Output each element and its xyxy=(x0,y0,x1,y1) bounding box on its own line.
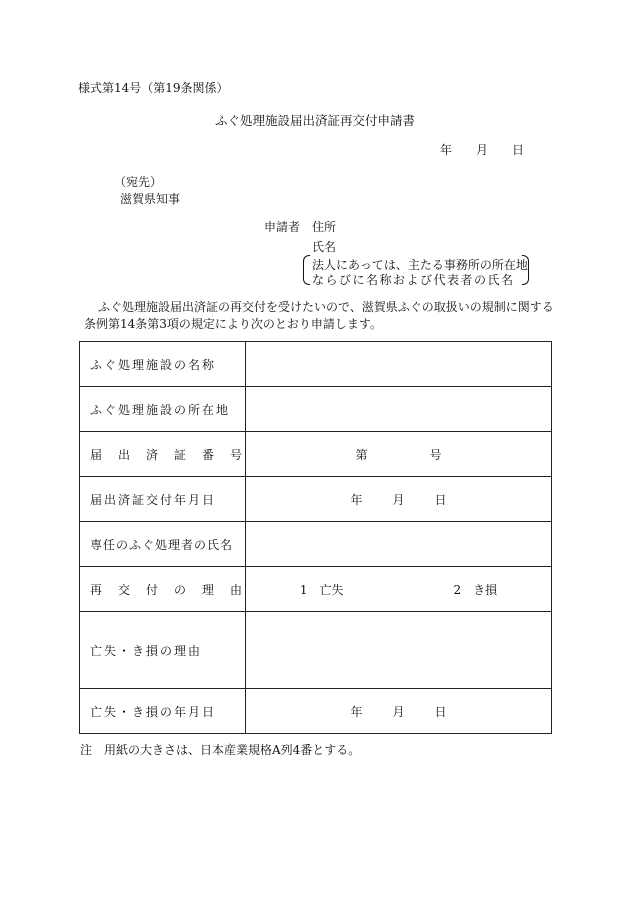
label-facility-location: ふぐ処理施設の所在地 xyxy=(80,387,246,432)
label-loss-reason: 亡失・き損の理由 xyxy=(80,612,246,689)
applicant-label: 申請者 xyxy=(264,220,301,234)
footer-note: 注 用紙の大きさは、日本産業規格A列4番とする。 xyxy=(80,743,361,757)
intro-text-line1: ふぐ処理施設届出済証の再交付を受けたいので、滋賀県ふぐの取扱いの規制に関する xyxy=(98,300,554,314)
table-row xyxy=(80,387,552,432)
table-row xyxy=(80,567,552,612)
reason-option-lost[interactable]: 1 亡失 xyxy=(299,582,344,597)
label-reissue-reason: 再 交 付 の 理 由 xyxy=(80,567,246,612)
certificate-number-prefix: 第 xyxy=(355,447,368,462)
loss-date-year: 年 xyxy=(350,704,363,719)
date-day: 日 xyxy=(512,143,525,157)
corporate-note-line2: ならびに名称および代表者の氏名 xyxy=(312,273,515,287)
date-year: 年 xyxy=(440,143,453,157)
issue-date-year: 年 xyxy=(350,492,363,507)
label-certificate-number: 届 出 済 証 番 号 xyxy=(80,432,246,477)
name-label: 氏名 xyxy=(312,240,337,254)
value-facility-name[interactable] xyxy=(246,342,552,387)
table-row xyxy=(80,522,552,567)
form-number: 様式第14号（第19条関係） xyxy=(78,81,229,95)
application-table xyxy=(79,341,552,734)
label-issue-date: 届出済証交付年月日 xyxy=(80,477,246,522)
table-row xyxy=(80,612,552,689)
value-dedicated-handler[interactable] xyxy=(246,522,552,567)
document-title: ふぐ処理施設届出済証再交付申請書 xyxy=(214,113,415,128)
table-row xyxy=(80,342,552,387)
address-label: 住所 xyxy=(312,220,337,234)
value-issue-date[interactable] xyxy=(246,477,552,522)
reason-option-damaged[interactable]: 2 き損 xyxy=(453,582,498,597)
table-row xyxy=(80,689,552,734)
application-date xyxy=(440,141,524,158)
corporate-note-line1: 法人にあっては、主たる事務所の所在地 xyxy=(312,258,528,272)
addressee-name: 滋賀県知事 xyxy=(120,192,181,206)
loss-date-day: 日 xyxy=(434,704,447,719)
left-bracket xyxy=(303,255,310,285)
label-dedicated-handler: 専任のふぐ処理者の氏名 xyxy=(80,522,246,567)
value-loss-reason[interactable] xyxy=(246,612,552,689)
table-row xyxy=(80,432,552,477)
loss-date-month: 月 xyxy=(392,704,405,719)
certificate-number-suffix: 号 xyxy=(429,447,442,462)
label-facility-name: ふぐ処理施設の名称 xyxy=(80,342,246,387)
value-loss-date[interactable] xyxy=(246,689,552,734)
label-loss-date: 亡失・き損の年月日 xyxy=(80,689,246,734)
value-facility-location[interactable] xyxy=(246,387,552,432)
date-month: 月 xyxy=(476,143,489,157)
value-reissue-reason[interactable] xyxy=(246,567,552,612)
issue-date-day: 日 xyxy=(434,492,447,507)
addressee-label: （宛先） xyxy=(114,175,163,189)
table-row xyxy=(80,477,552,522)
intro-text-line2: 条例第14条第3項の規定により次のとおり申請します。 xyxy=(84,317,382,331)
value-certificate-number[interactable] xyxy=(246,432,552,477)
issue-date-month: 月 xyxy=(392,492,405,507)
